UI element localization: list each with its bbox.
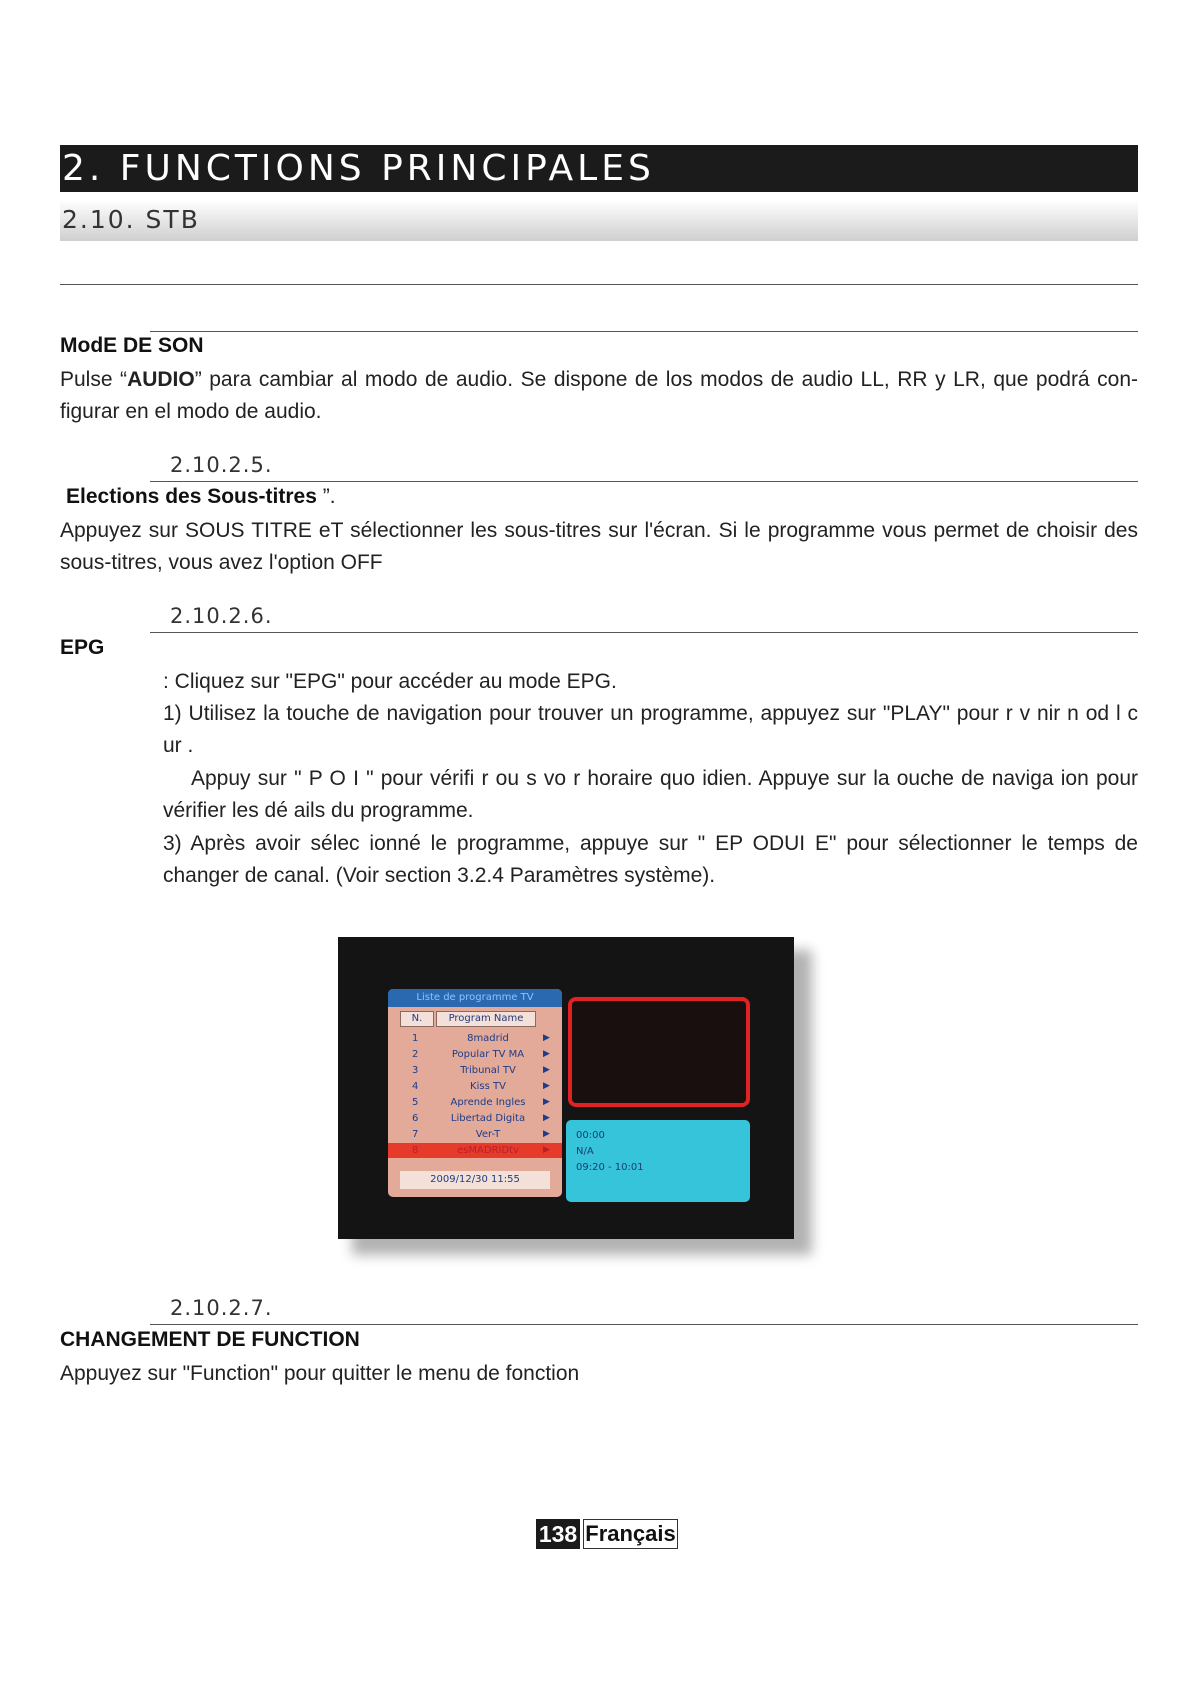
program-name: Kiss TV (470, 1081, 506, 1092)
sous-titres-text: Appuyez sur SOUS TITRE eT sélectionner les sous-titres sur l'écran. Si le programme vous permet de choisir des sous-titres, vous avez l'option OFF (60, 519, 1138, 574)
info-status: N/A (576, 1146, 594, 1157)
right-arrow-icon: ▶ (543, 1049, 550, 1059)
right-arrow-icon: ▶ (543, 1081, 550, 1091)
column-header-number: N. (400, 1011, 434, 1027)
right-arrow-icon: ▶ (543, 1097, 550, 1107)
program-name: 8madrid (467, 1033, 509, 1044)
program-number: 7 (412, 1129, 419, 1140)
program-list-title: Liste de programme TV (388, 989, 562, 1007)
mode-son-text-prefix: Pulse “ (60, 368, 128, 391)
program-row (388, 1063, 562, 1078)
divider (150, 481, 1138, 482)
program-row-selected (388, 1143, 562, 1158)
section-number: 2.10.2.6. (170, 604, 273, 628)
audio-key-label: AUDIO (127, 368, 195, 391)
info-range: 09:20 - 10:01 (576, 1162, 644, 1173)
datetime-display: 2009/12/30 11:55 (400, 1171, 550, 1189)
chapter-title: 2. FUNCTIONS PRINCIPALES (62, 148, 655, 189)
sous-titres-heading: Elections des Sous-titres (66, 485, 317, 508)
column-header-name: Program Name (436, 1011, 536, 1027)
epg-item-2: Appuy sur " P O I " pour vérifi r ou s vo r horaire quo idien. Appuye sur la ouche de naviga ion pour vérifier les dé ails du programme. (163, 767, 1138, 822)
program-name: Libertad Digita (450, 1113, 526, 1124)
program-name: Tribunal TV (460, 1065, 516, 1076)
page-language: Français (583, 1519, 678, 1549)
sous-titres-heading-tail: ”. (316, 485, 336, 508)
epg-heading: EPG (60, 636, 105, 659)
program-number: 1 (412, 1033, 419, 1044)
program-row (388, 1127, 562, 1142)
video-preview (568, 997, 750, 1107)
mode-son-heading: ModE DE SON (60, 334, 204, 357)
page-number: 138 (536, 1519, 580, 1549)
program-number: 5 (412, 1097, 419, 1108)
program-name: esMADRIDtv (457, 1145, 519, 1156)
program-number: 6 (412, 1113, 419, 1124)
divider (60, 284, 1138, 285)
sous-titres-heading-line (66, 485, 336, 509)
epg-item-3: 3) Après avoir sélec ionné le programme, appuye sur " EP ODUI E" pour sélectionner le temps de changer de canal. (Voir section 3.2.4 Paramètres système). (163, 832, 1138, 887)
divider (150, 1324, 1138, 1325)
right-arrow-icon: ▶ (543, 1113, 550, 1123)
mode-son-text-rest: ” para cambiar al modo de audio. Se dispone de los modos de audio LL, RR y LR, que podrá con-figurar en el modo de audio. (60, 368, 1138, 423)
mode-son-text (60, 364, 1138, 428)
changement-heading: CHANGEMENT DE FUNCTION (60, 1328, 360, 1351)
section-number: 2.10.2.5. (170, 453, 273, 477)
program-number: 3 (412, 1065, 419, 1076)
program-name: Aprende Ingles (450, 1097, 526, 1108)
divider (150, 632, 1138, 633)
program-row (388, 1047, 562, 1062)
section-number: 2.10.2.7. (170, 1296, 273, 1320)
right-arrow-icon: ▶ (543, 1145, 550, 1155)
program-name: Popular TV MA (451, 1049, 525, 1060)
right-arrow-icon: ▶ (543, 1129, 550, 1139)
section-title: 2.10. STB (62, 205, 200, 234)
changement-text: Appuyez sur "Function" pour quitter le menu de fonction (60, 1362, 580, 1385)
epg-intro: : Cliquez sur "EPG" pour accéder au mode EPG. (163, 670, 617, 693)
program-row (388, 1079, 562, 1094)
program-name: Ver-T (475, 1129, 501, 1140)
tv-screenshot (338, 937, 794, 1239)
section-header-bar (60, 200, 1138, 241)
program-number: 8 (412, 1145, 419, 1156)
program-list-panel (388, 989, 562, 1197)
right-arrow-icon: ▶ (543, 1033, 550, 1043)
epg-item-1: 1) Utilisez la touche de navigation pour trouver un programme, appuyez sur "PLAY" pour r v nir n od l c ur . (163, 702, 1138, 757)
info-time: 00:00 (576, 1130, 605, 1141)
program-number: 2 (412, 1049, 419, 1060)
divider (150, 331, 1138, 332)
program-row (388, 1111, 562, 1126)
right-arrow-icon: ▶ (543, 1065, 550, 1075)
program-number: 4 (412, 1081, 419, 1092)
program-row (388, 1095, 562, 1110)
program-row (388, 1031, 562, 1046)
program-info-panel (566, 1120, 750, 1202)
